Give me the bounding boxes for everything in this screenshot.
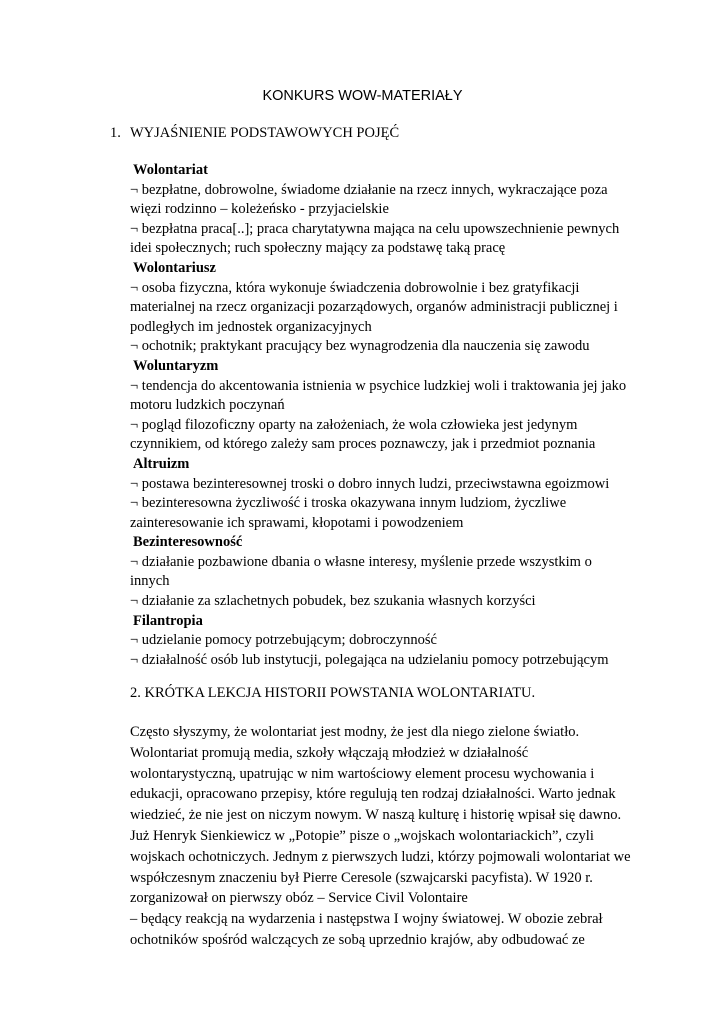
section-1-title: WYJAŚNIENIE PODSTAWOWYCH POJĘĆ: [130, 125, 400, 141]
definition-term: Filantropia: [133, 612, 203, 629]
history-text: [130, 722, 635, 951]
definition-block: [130, 533, 630, 611]
definition-item: ¬ ochotnik; praktykant pracujący bez wynagrodzenia dla nauczenia się zawodu: [130, 338, 590, 355]
definition-term: Woluntaryzm: [133, 357, 219, 374]
definition-block: [130, 612, 630, 671]
definition-item: ¬ udzielanie pomocy potrzebującym; dobroczynność: [130, 632, 437, 649]
definition-item: ¬ osoba fizyczna, która wykonuje świadczenia dobrowolnie i bez gratyfikacji materialnej na rzecz organizacji pozarządowych, organów administracji publicznej i podległych im jednostek organizacyjnych: [130, 279, 618, 335]
section-1-number: 1.: [110, 125, 121, 141]
definition-item: ¬ postawa bezinteresownej troski o dobro innych ludzi, przeciwstawna egoizmowi: [130, 475, 610, 492]
definition-item: ¬ bezpłatne, dobrowolne, świadome działanie na rzecz innych, wykraczające poza więzi rodzinno – koleżeńsko - przyjacielskie: [130, 181, 608, 218]
definition-item: ¬ działanie za szlachetnych pobudek, bez szukania własnych korzyści: [130, 593, 536, 610]
definition-item: ¬ bezpłatna praca[..]; praca charytatywna mająca na celu upowszechnienie pewnych idei społecznych; ruch społeczny mający za podstawę taką pracę: [130, 220, 620, 257]
definitions-list: [130, 161, 630, 670]
definition-term: Wolontariat: [133, 162, 208, 178]
body-paragraph: – będący reakcją na wydarzenia i następstwa I wojny światowej. W obozie zebrał ochotników spośród walczących ze sobą uprzednio krajów, aby odbudować ze: [130, 911, 603, 948]
document-title: KONKURS WOW-MATERIAŁY: [262, 88, 463, 104]
definition-term: Bezinteresowność: [133, 534, 243, 551]
definition-item: ¬ działanie pozbawione dbania o własne interesy, myślenie przede wszystkim o innych: [130, 553, 592, 590]
definition-term: Altruizm: [133, 455, 190, 472]
definition-block: [130, 455, 630, 533]
body-paragraph: Często słyszymy, że wolontariat jest modny, że jest dla niego zielone światło. Wolontariat promują media, szkoły włączają młodzież w działalność wolontarystyczną, upatrując w nim wartościowy element procesu wychowania i edukacji, opracowano przepisy, które regulują ten rodzaj działalności. Warto jednak wiedzieć, że nie jest on niczym nowym. W naszą kulturę i historię wpisał się dawno. Już Henryk Sienkiewicz w „Potopie” pisze o „wojskach wolontariackich”, czyli wojskach ochotniczych. Jednym z pierwszych ludzi, którzy pojmowali wolontariat we współczesnym znaczeniu był Pierre Ceresole (szwajcarski pacyfista). W 1920 r. zorganizował on pierwszy obóz – Service Civil Volontaire: [130, 724, 631, 907]
definition-block: [130, 357, 630, 455]
definition-block: [130, 161, 630, 259]
definition-block: [130, 259, 630, 357]
section-1-heading: [110, 123, 399, 143]
definition-item: ¬ bezinteresowna życzliwość i troska okazywana innym ludziom, życzliwe zainteresowanie ich sprawami, kłopotami i powodzeniem: [130, 495, 567, 531]
section-2-heading: 2. KRÓTKA LEKCJA HISTORII POWSTANIA WOLONTARIATU.: [130, 685, 536, 701]
definition-item: ¬ działalność osób lub instytucji, polegająca na udzielaniu pomocy potrzebującym: [130, 651, 609, 668]
definition-term: Wolontariusz: [133, 259, 216, 276]
definition-item: ¬ tendencja do akcentowania istnienia w psychice ludzkiej woli i traktowania jej jako motoru ludzkich poczynań: [130, 377, 627, 414]
definition-item: ¬ pogląd filozoficzny oparty na założeniach, że wola człowieka jest jedynym czynnikiem, od którego zależy sam proces poznawczy, jak i przedmiot poznania: [130, 416, 596, 453]
